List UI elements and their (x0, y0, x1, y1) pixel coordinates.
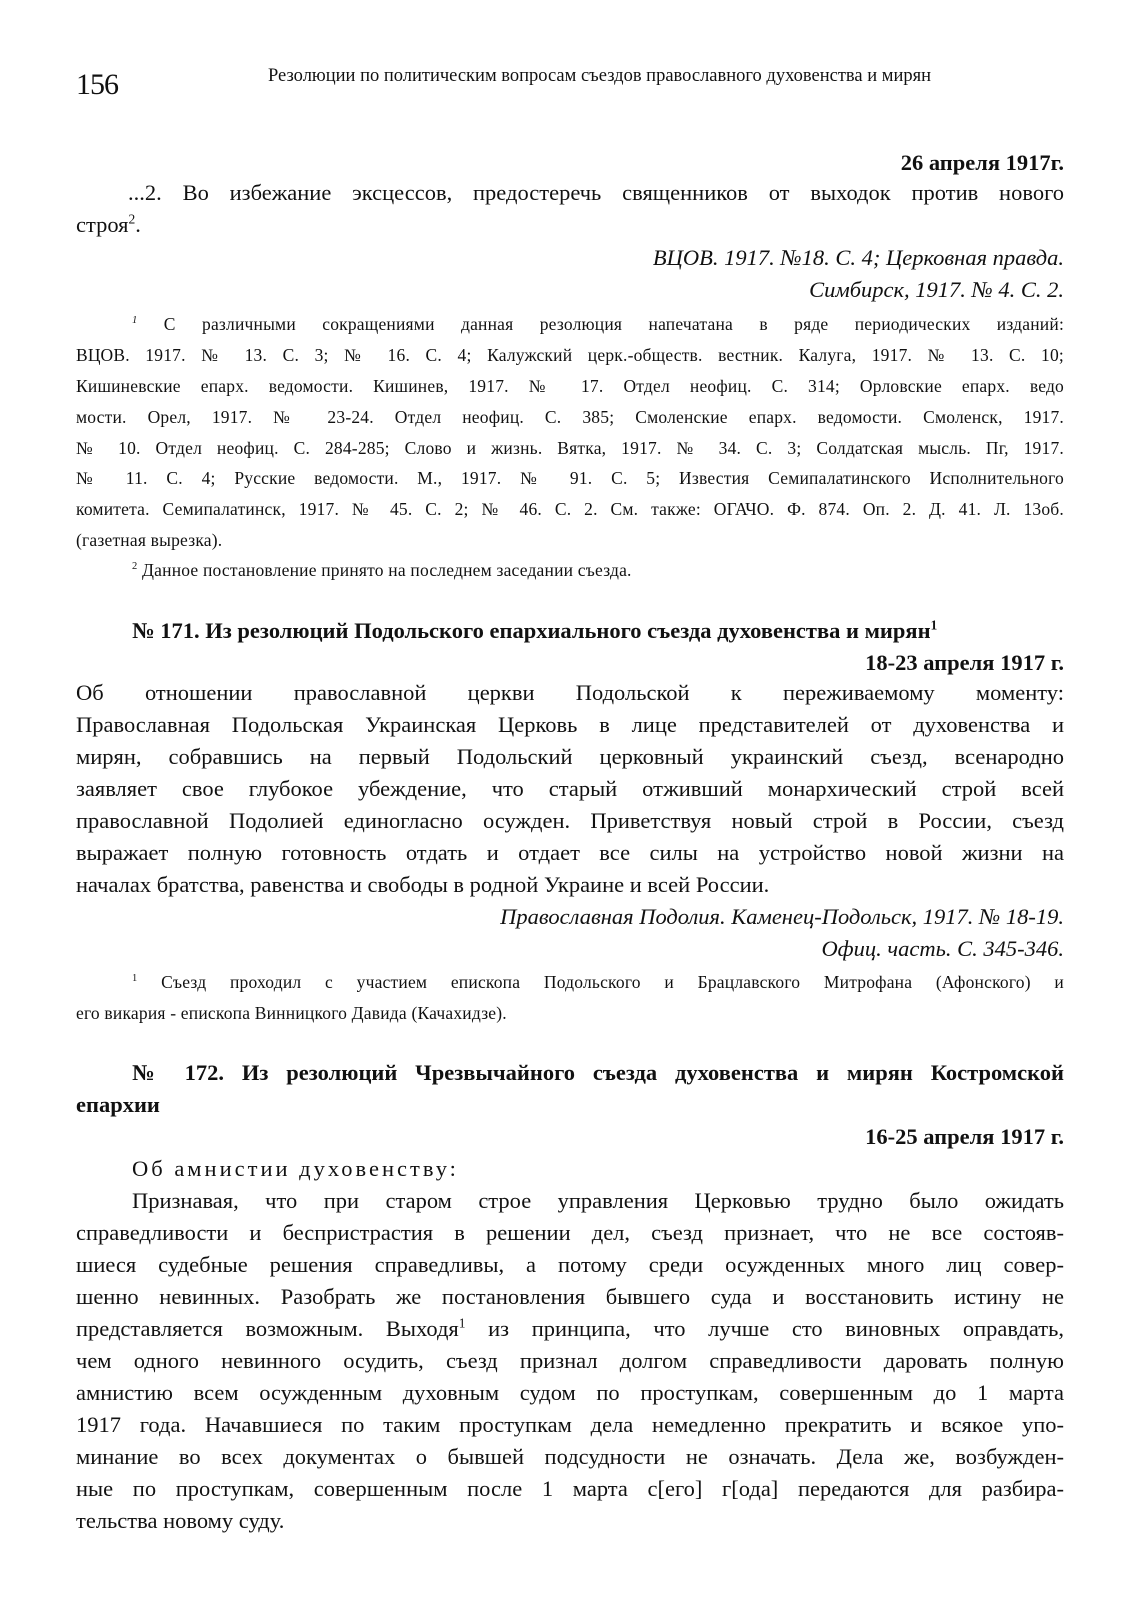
title-text: № 171. Из резолюций Подольского епархиального съезда духовенства и мирян (132, 618, 931, 643)
footnote-1 (132, 314, 1064, 335)
doc172-date: 16-25 апреля 1917 г. (865, 1124, 1064, 1149)
doc172-body-line: шенно невинных. Разобрать же постановления бывшего суда и восстановить истину не (76, 1284, 1064, 1309)
doc171-body-line: Православная Подольская Украинская Церковь в лице представителей от духовенства и (76, 712, 1064, 737)
footnote-line: мости. Орел, 1917. № 23-24. Отдел неофиц. С. 385; Смоленские епарх. ведомости. Смоленск, 1917. (76, 407, 1064, 427)
doc170-source: ВЦОВ. 1917. №18. С. 4; Церковная правда. (652, 245, 1064, 270)
doc171-footnote (132, 972, 1064, 993)
footnote-mark: 1 (132, 973, 138, 985)
doc170-text-line: ...2. Во избежание эксцессов, предостеречь священников от выходок против нового (128, 180, 1064, 205)
doc172-subheading: Об амнистии духовенству: (132, 1156, 459, 1181)
doc171-body-line: православной Подолией единогласно осужден. Приветствуя новый строй в России, съезд (76, 808, 1064, 833)
footnote-mark: 2 (132, 561, 138, 573)
footnote-text: Данное постановление принято на последнем заседании съезда. (142, 560, 632, 580)
text-fragment: . (135, 212, 141, 237)
footnote-mark: 1 (132, 315, 138, 327)
doc172-body-line: амнистию всем осужденным духовным судом по проступкам, совершенным до 1 марта (76, 1380, 1064, 1405)
doc171-title (132, 618, 937, 644)
doc171-body-line: заявляет свое глубокое убеждение, что старый отживший монархический строй всей (76, 776, 1064, 801)
doc171-body-line: началах братства, равенства и свободы в родной Украине и всей России. (76, 872, 770, 897)
doc171-date: 18-23 апреля 1917 г. (865, 650, 1064, 675)
doc172-body-line: ные по проступкам, совершенным после 1 марта с[его] г[ода] передаются для разбира- (76, 1476, 1064, 1501)
doc170-source: Симбирск, 1917. № 4. С. 2. (809, 277, 1064, 302)
footnote-text: Съезд проходил с участием епископа Подольского и Брацлавского Митрофана (Афонского) и (161, 972, 1064, 992)
footnote-ref: 1 (458, 1315, 466, 1331)
footnote-line: Кишиневские епарх. ведомости. Кишинев, 1917. № 17. Отдел неофиц. С. 314; Орловские епарх. ведо (76, 376, 1064, 396)
doc172-body-line: тельства новому суду. (76, 1508, 285, 1533)
footnote-line: № 11. С. 4; Русские ведомости. М., 1917. № 91. С. 5; Известия Семипалатинского Исполнительного (76, 468, 1064, 488)
doc171-body-line: Об отношении православной церкви Подольской к переживаемому моменту: (76, 680, 1064, 705)
doc172-title: № 172. Из резолюций Чрезвычайного съезда духовенства и мирян Костромской (132, 1060, 1064, 1085)
text-fragment: представляется возможным. Выходя (76, 1316, 459, 1341)
doc172-title-cont: епархии (76, 1092, 160, 1117)
doc171-source: Православная Подолия. Каменец-Подольск, 1917. № 18-19. (500, 904, 1064, 929)
doc171-source: Офиц. часть. С. 345-346. (821, 936, 1064, 961)
running-title: Резолюции по политическим вопросам съездов православного духовенства и мирян (268, 66, 932, 86)
footnote-line: (газетная вырезка). (76, 530, 223, 550)
footnote-line: № 10. Отдел неофиц. С. 284-285; Слово и жизнь. Вятка, 1917. № 34. С. 3; Солдатская мысль. Пг, 1917. (76, 438, 1064, 458)
footnote-ref: 1 (930, 617, 938, 633)
text-fragment: из принципа, что лучше сто виновных оправдать, (465, 1316, 1065, 1341)
doc172-body-line: 1917 года. Начавшиеся по таким проступкам дела немедленно прекратить и всякое упо- (76, 1412, 1064, 1437)
page-number: 156 (76, 68, 118, 101)
doc172-body-line: шиеся судебные решения справедливы, а потому среди осужденных много лиц совер- (76, 1252, 1064, 1277)
footnote-ref: 2 (128, 211, 136, 227)
footnote-line: ВЦОВ. 1917. № 13. С. 3; № 16. С. 4; Калужский церк.-обществ. вестник. Калуга, 1917. № 13. С. 10; (76, 345, 1064, 365)
doc170-text-line (76, 212, 141, 238)
footnote-line: комитета. Семипалатинск, 1917. № 45. С. 2; № 46. С. 2. См. также: ОГАЧО. Ф. 874. Оп. 2. Д. 41. Л. 13об. (76, 499, 1064, 519)
doc172-body-line (76, 1316, 1064, 1342)
doc172-body-line: Признавая, что при старом строе управления Церковью трудно было ожидать (132, 1188, 1064, 1213)
doc171-body-line: выражает полную готовность отдать и отдает все силы на устройство новой жизни на (76, 840, 1064, 865)
footnote-2 (132, 560, 632, 581)
doc170-date: 26 апреля 1917г. (900, 150, 1064, 175)
doc172-body-line: минание во всех документах о бывшей подсудности не означать. Дела же, возбужден- (76, 1444, 1064, 1469)
footnote-line: его викария - епископа Винницкого Давида (Качахидзе). (76, 1003, 507, 1023)
text-fragment: строя (76, 212, 129, 237)
doc172-body-line: справедливости и беспристрастия в решении дел, съезд признает, что не все состояв- (76, 1220, 1064, 1245)
footnote-text: С различными сокращениями данная резолюция напечатана в ряде периодических изданий: (163, 314, 1065, 334)
doc172-body-line: чем одного невинного осудить, съезд признал долгом справедливости даровать полную (76, 1348, 1064, 1373)
doc171-body-line: мирян, собравшись на первый Подольский церковный украинский съезд, всенародно (76, 744, 1064, 769)
